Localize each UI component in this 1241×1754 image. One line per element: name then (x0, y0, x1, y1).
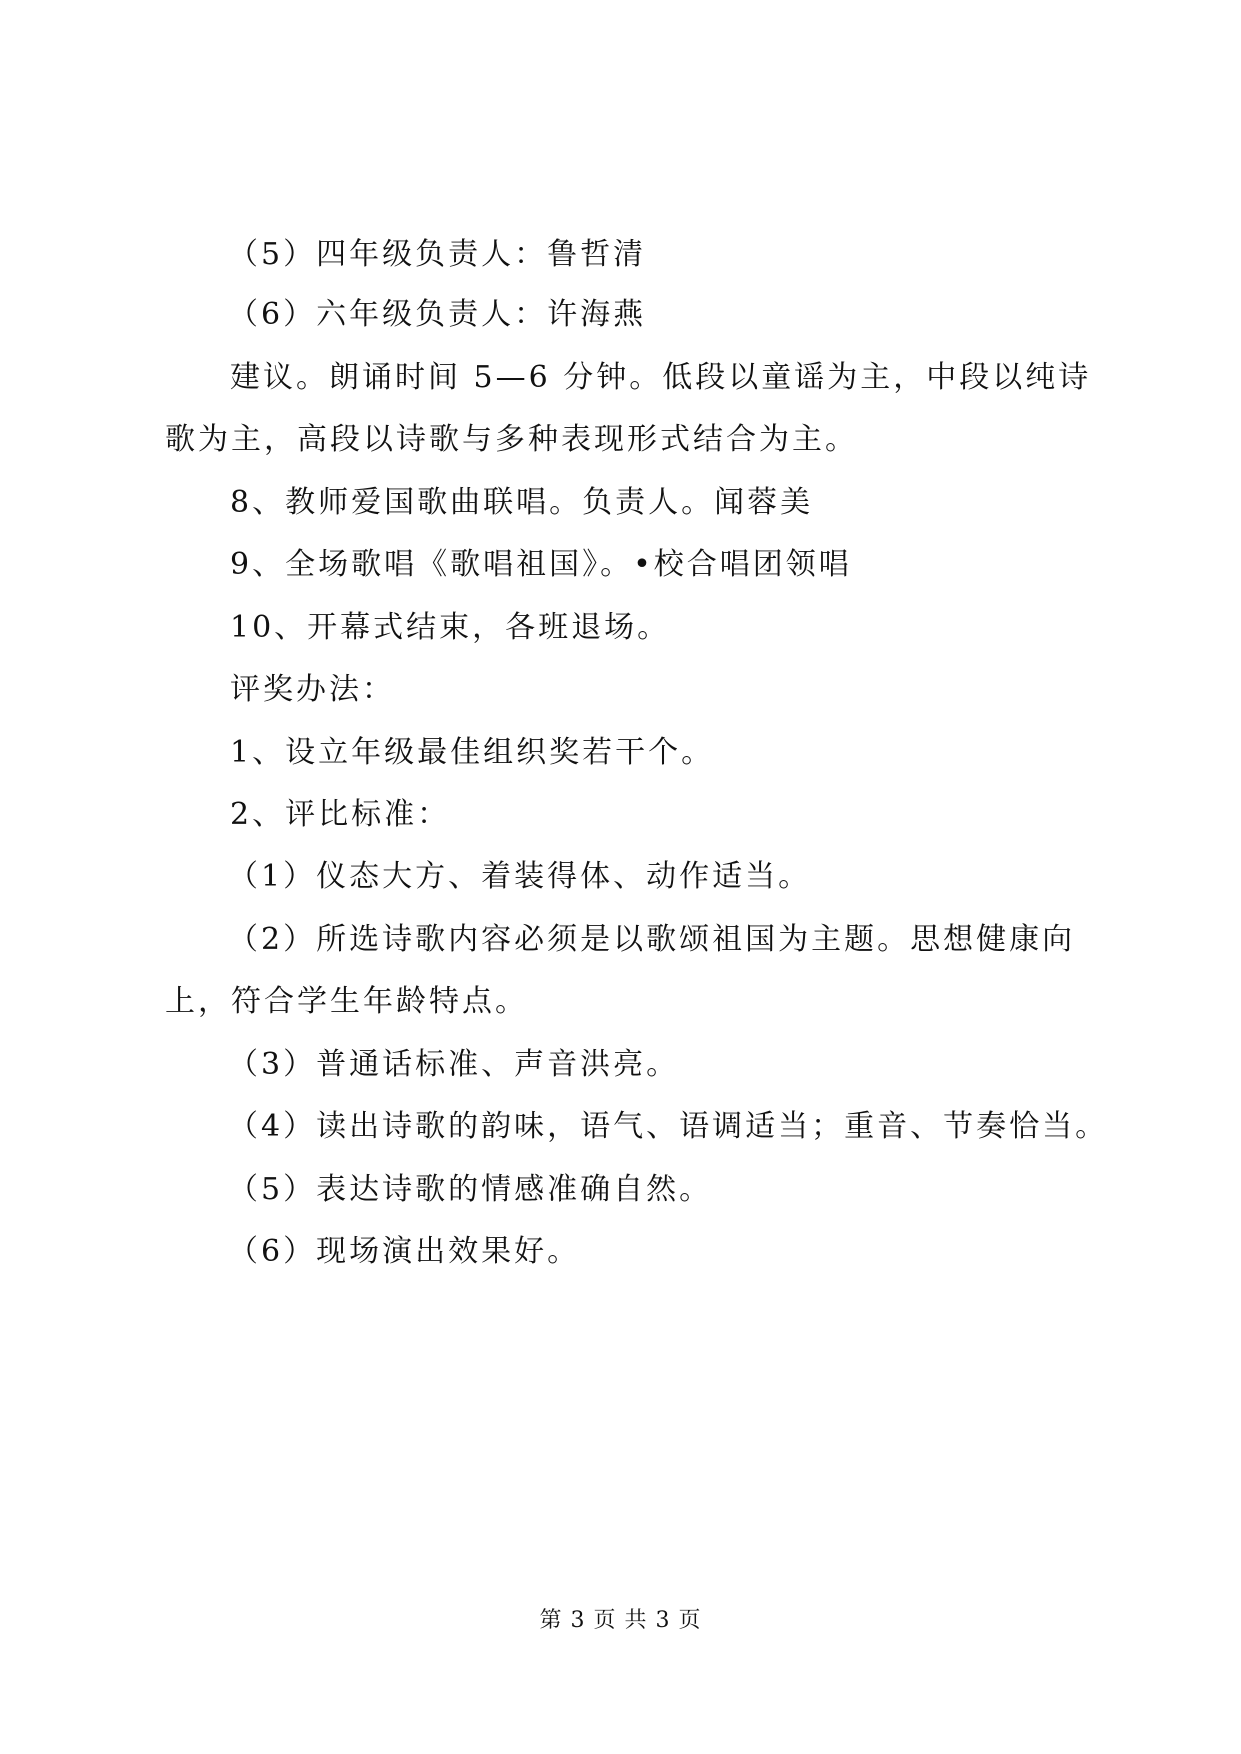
paragraph-line: 上，符合学生年龄特点。 (165, 984, 528, 1019)
paragraph-line: （6）现场演出效果好。 (228, 1234, 581, 1269)
page-number-footer: 第 3 页 共 3 页 (539, 1608, 702, 1633)
paragraph-line: 8、教师爱国歌曲联唱。负责人。闻蓉美 (230, 485, 814, 520)
paragraph-line: （5）四年级负责人：鲁哲清 (228, 237, 647, 272)
paragraph-line: （1）仪态大方、着装得体、动作适当。 (228, 859, 812, 894)
paragraph-line: （6）六年级负责人：许海燕 (228, 297, 647, 332)
paragraph-line: （2）所选诗歌内容必须是以歌颂祖国为主题。思想健康向 (228, 922, 1076, 957)
paragraph-line: 建议。朗诵时间 5—6 分钟。低段以童谣为主，中段以纯诗 (230, 360, 1092, 395)
paragraph-line: 歌为主，高段以诗歌与多种表现形式结合为主。 (165, 422, 858, 457)
paragraph-line: （5）表达诗歌的情感准确自然。 (228, 1172, 713, 1207)
paragraph-line: 2、评比标准： (230, 797, 451, 832)
paragraph-line: 10、开幕式结束，各班退场。 (230, 610, 671, 645)
section-heading: 评奖办法： (230, 672, 395, 707)
paragraph-line: 9、全场歌唱《歌唱祖国》。•校合唱团领唱 (230, 547, 852, 582)
paragraph-line: （4）读出诗歌的韵味，语气、语调适当；重音、节奏恰当。 (228, 1109, 1109, 1144)
paragraph-line: （3）普通话标准、声音洪亮。 (228, 1047, 680, 1082)
paragraph-line: 1、设立年级最佳组织奖若干个。 (230, 735, 715, 770)
